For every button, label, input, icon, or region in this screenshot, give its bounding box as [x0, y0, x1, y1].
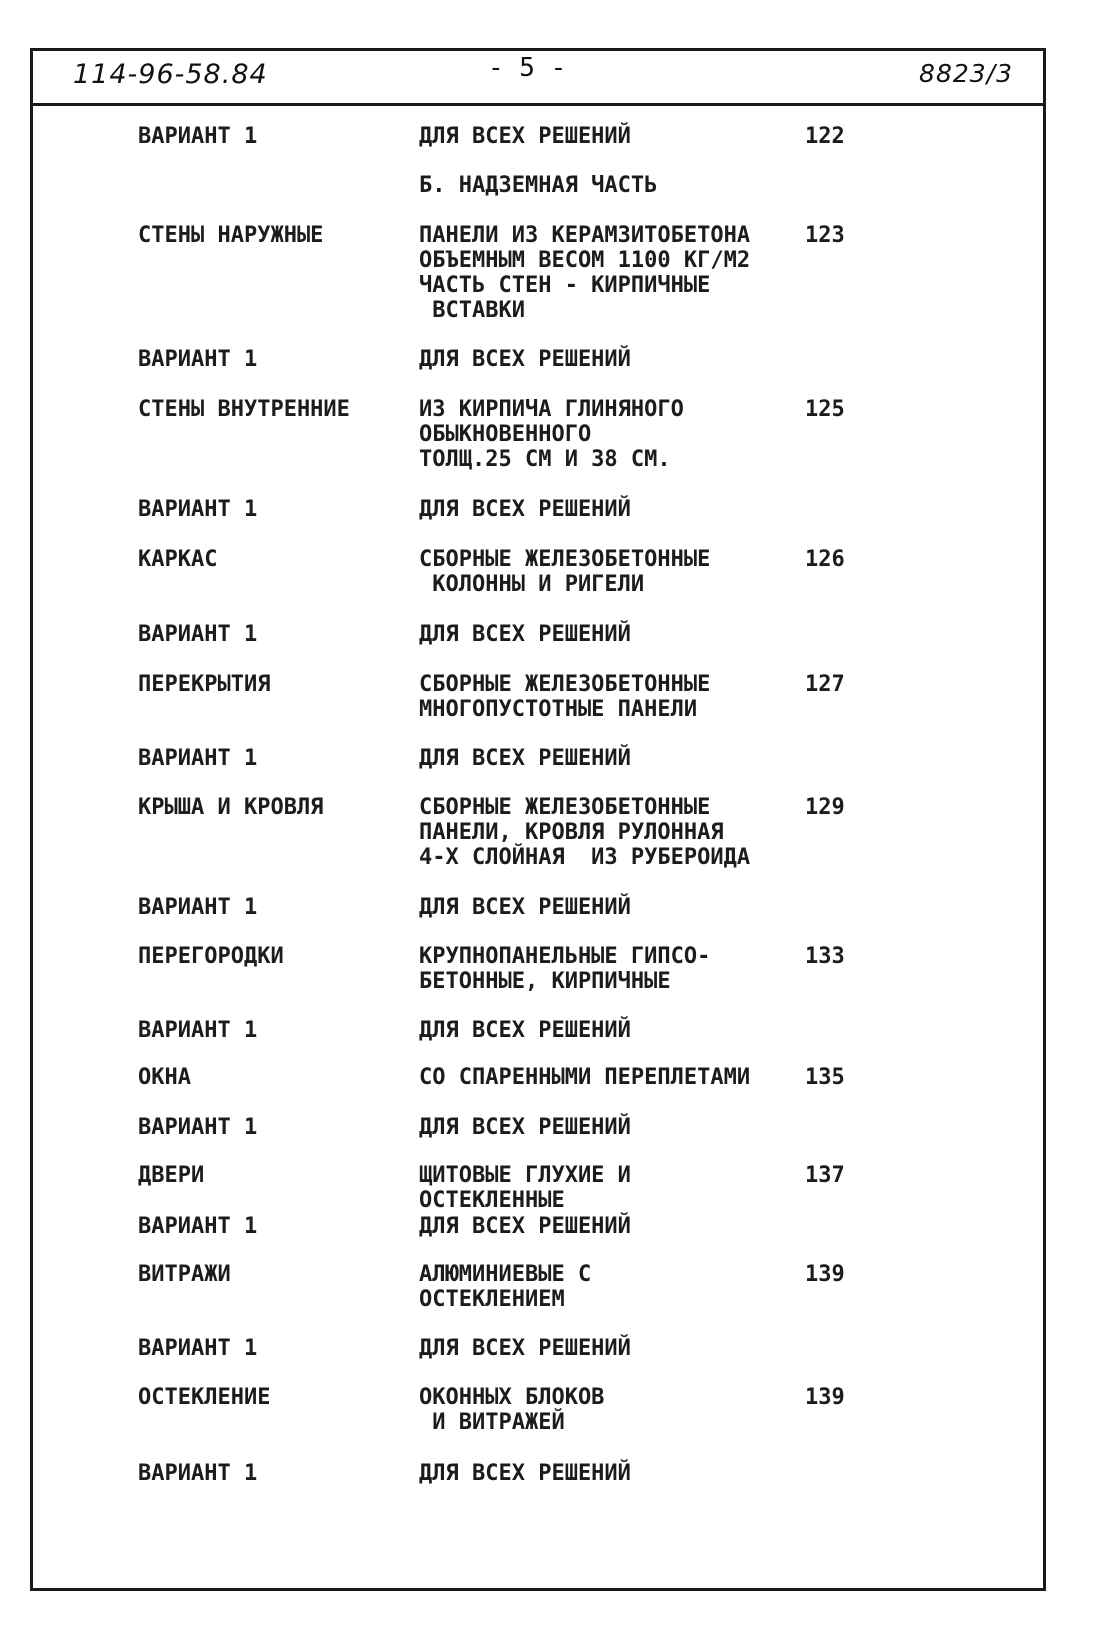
element-name: СТЕНЫ НАРУЖНЫЕ	[138, 223, 324, 248]
description-line: ДЛЯ ВСЕХ РЕШЕНИЙ	[419, 124, 631, 149]
page-reference: 139	[805, 1385, 845, 1410]
description-line: 4-Х СЛОЙНАЯ ИЗ РУБЕРОИДА	[419, 845, 751, 870]
description-line: ОКОННЫХ БЛОКОВ	[419, 1385, 605, 1410]
description-line: ИЗ КИРПИЧА ГЛИНЯНОГО	[419, 397, 684, 422]
description-line: БЕТОННЫЕ, КИРПИЧНЫЕ	[419, 969, 671, 994]
element-description	[419, 795, 819, 870]
element-name: ВАРИАНТ 1	[138, 1214, 258, 1239]
element-description	[419, 1163, 819, 1213]
description-line: ДЛЯ ВСЕХ РЕШЕНИЙ	[419, 497, 631, 522]
element-description	[419, 497, 819, 522]
page-number: - 5 -	[488, 53, 567, 83]
description-line: И ВИТРАЖЕЙ	[419, 1410, 565, 1435]
element-description	[419, 1385, 819, 1435]
description-line: ДЛЯ ВСЕХ РЕШЕНИЙ	[419, 1214, 631, 1239]
description-line: ПАНЕЛИ ИЗ КЕРАМЗИТОБЕТОНА	[419, 223, 751, 248]
element-name: СТЕНЫ ВНУТРЕННИЕ	[138, 397, 350, 422]
element-name: ВАРИАНТ 1	[138, 124, 258, 149]
description-line: ДЛЯ ВСЕХ РЕШЕНИЙ	[419, 347, 631, 372]
description-line: ЩИТОВЫЕ ГЛУХИЕ И	[419, 1163, 631, 1188]
element-name: ВАРИАНТ 1	[138, 1461, 258, 1486]
element-description	[419, 622, 819, 647]
element-description	[419, 1018, 819, 1043]
description-line: ДЛЯ ВСЕХ РЕШЕНИЙ	[419, 1115, 631, 1140]
element-name: ПЕРЕКРЫТИЯ	[138, 672, 271, 697]
description-line: ДЛЯ ВСЕХ РЕШЕНИЙ	[419, 622, 631, 647]
element-name: ДВЕРИ	[138, 1163, 205, 1188]
element-description	[419, 944, 819, 994]
page-reference: 122	[805, 124, 845, 149]
archive-number: 8823/3	[919, 59, 1013, 88]
page-reference: 135	[805, 1065, 845, 1090]
element-description	[419, 347, 819, 372]
element-description	[419, 1461, 819, 1486]
element-description	[419, 672, 819, 722]
element-description	[419, 397, 819, 472]
element-description	[419, 895, 819, 920]
page-reference: 137	[805, 1163, 845, 1188]
element-description	[419, 547, 819, 597]
description-line: ДЛЯ ВСЕХ РЕШЕНИЙ	[419, 1461, 631, 1486]
description-line: СБОРНЫЕ ЖЕЛЕЗОБЕТОННЫЕ	[419, 547, 711, 572]
element-description	[419, 124, 819, 149]
element-description	[419, 223, 819, 323]
page-reference: 126	[805, 547, 845, 572]
element-name: ВИТРАЖИ	[138, 1262, 231, 1287]
element-name: ОСТЕКЛЕНИЕ	[138, 1385, 271, 1410]
page-reference: 123	[805, 223, 845, 248]
document-page	[30, 48, 1046, 1591]
element-name: ВАРИАНТ 1	[138, 347, 258, 372]
description-line: ДЛЯ ВСЕХ РЕШЕНИЙ	[419, 1336, 631, 1361]
description-line: ОБЪЕМНЫМ ВЕСОМ 1100 КГ/М2	[419, 248, 751, 273]
page-reference: 139	[805, 1262, 845, 1287]
description-line: Б. НАДЗЕМНАЯ ЧАСТЬ	[419, 173, 658, 198]
element-name: ВАРИАНТ 1	[138, 746, 258, 771]
description-line: ВСТАВКИ	[419, 298, 525, 323]
element-name: ВАРИАНТ 1	[138, 622, 258, 647]
description-line: КОЛОННЫ И РИГЕЛИ	[419, 572, 645, 597]
element-description	[419, 1065, 819, 1090]
description-line: СО СПАРЕННЫМИ ПЕРЕПЛЕТАМИ	[419, 1065, 751, 1090]
description-line: ТОЛЩ.25 СМ И 38 СМ.	[419, 447, 671, 472]
description-line: ОБЫКНОВЕННОГО	[419, 422, 592, 447]
description-line: ОСТЕКЛЕННЫЕ	[419, 1188, 565, 1213]
element-description	[419, 1115, 819, 1140]
element-name: ОКНА	[138, 1065, 191, 1090]
document-code: 114-96-58.84	[73, 59, 268, 90]
page-reference: 129	[805, 795, 845, 820]
description-line: АЛЮМИНИЕВЫЕ С	[419, 1262, 592, 1287]
element-name: ВАРИАНТ 1	[138, 497, 258, 522]
description-line: ПАНЕЛИ, КРОВЛЯ РУЛОННАЯ	[419, 820, 724, 845]
description-line: ОСТЕКЛЕНИЕМ	[419, 1287, 565, 1312]
description-line: МНОГОПУСТОТНЫЕ ПАНЕЛИ	[419, 697, 698, 722]
specification-list	[33, 103, 1043, 1588]
element-name: КАРКАС	[138, 547, 218, 572]
element-name: КРЫША И КРОВЛЯ	[138, 795, 324, 820]
element-description	[419, 746, 819, 771]
page-reference: 125	[805, 397, 845, 422]
page-reference: 127	[805, 672, 845, 697]
element-description	[419, 1336, 819, 1361]
element-description	[419, 1214, 819, 1239]
description-line: ДЛЯ ВСЕХ РЕШЕНИЙ	[419, 895, 631, 920]
description-line: СБОРНЫЕ ЖЕЛЕЗОБЕТОННЫЕ	[419, 795, 711, 820]
description-line: КРУПНОПАНЕЛЬНЫЕ ГИПСО-	[419, 944, 711, 969]
description-line: ДЛЯ ВСЕХ РЕШЕНИЙ	[419, 746, 631, 771]
element-description	[419, 173, 819, 198]
element-name: ВАРИАНТ 1	[138, 1115, 258, 1140]
page-header	[33, 51, 1043, 106]
element-name: ВАРИАНТ 1	[138, 1018, 258, 1043]
element-description	[419, 1262, 819, 1312]
description-line: СБОРНЫЕ ЖЕЛЕЗОБЕТОННЫЕ	[419, 672, 711, 697]
element-name: ПЕРЕГОРОДКИ	[138, 944, 284, 969]
page-reference: 133	[805, 944, 845, 969]
description-line: ДЛЯ ВСЕХ РЕШЕНИЙ	[419, 1018, 631, 1043]
description-line: ЧАСТЬ СТЕН - КИРПИЧНЫЕ	[419, 273, 711, 298]
element-name: ВАРИАНТ 1	[138, 895, 258, 920]
element-name: ВАРИАНТ 1	[138, 1336, 258, 1361]
